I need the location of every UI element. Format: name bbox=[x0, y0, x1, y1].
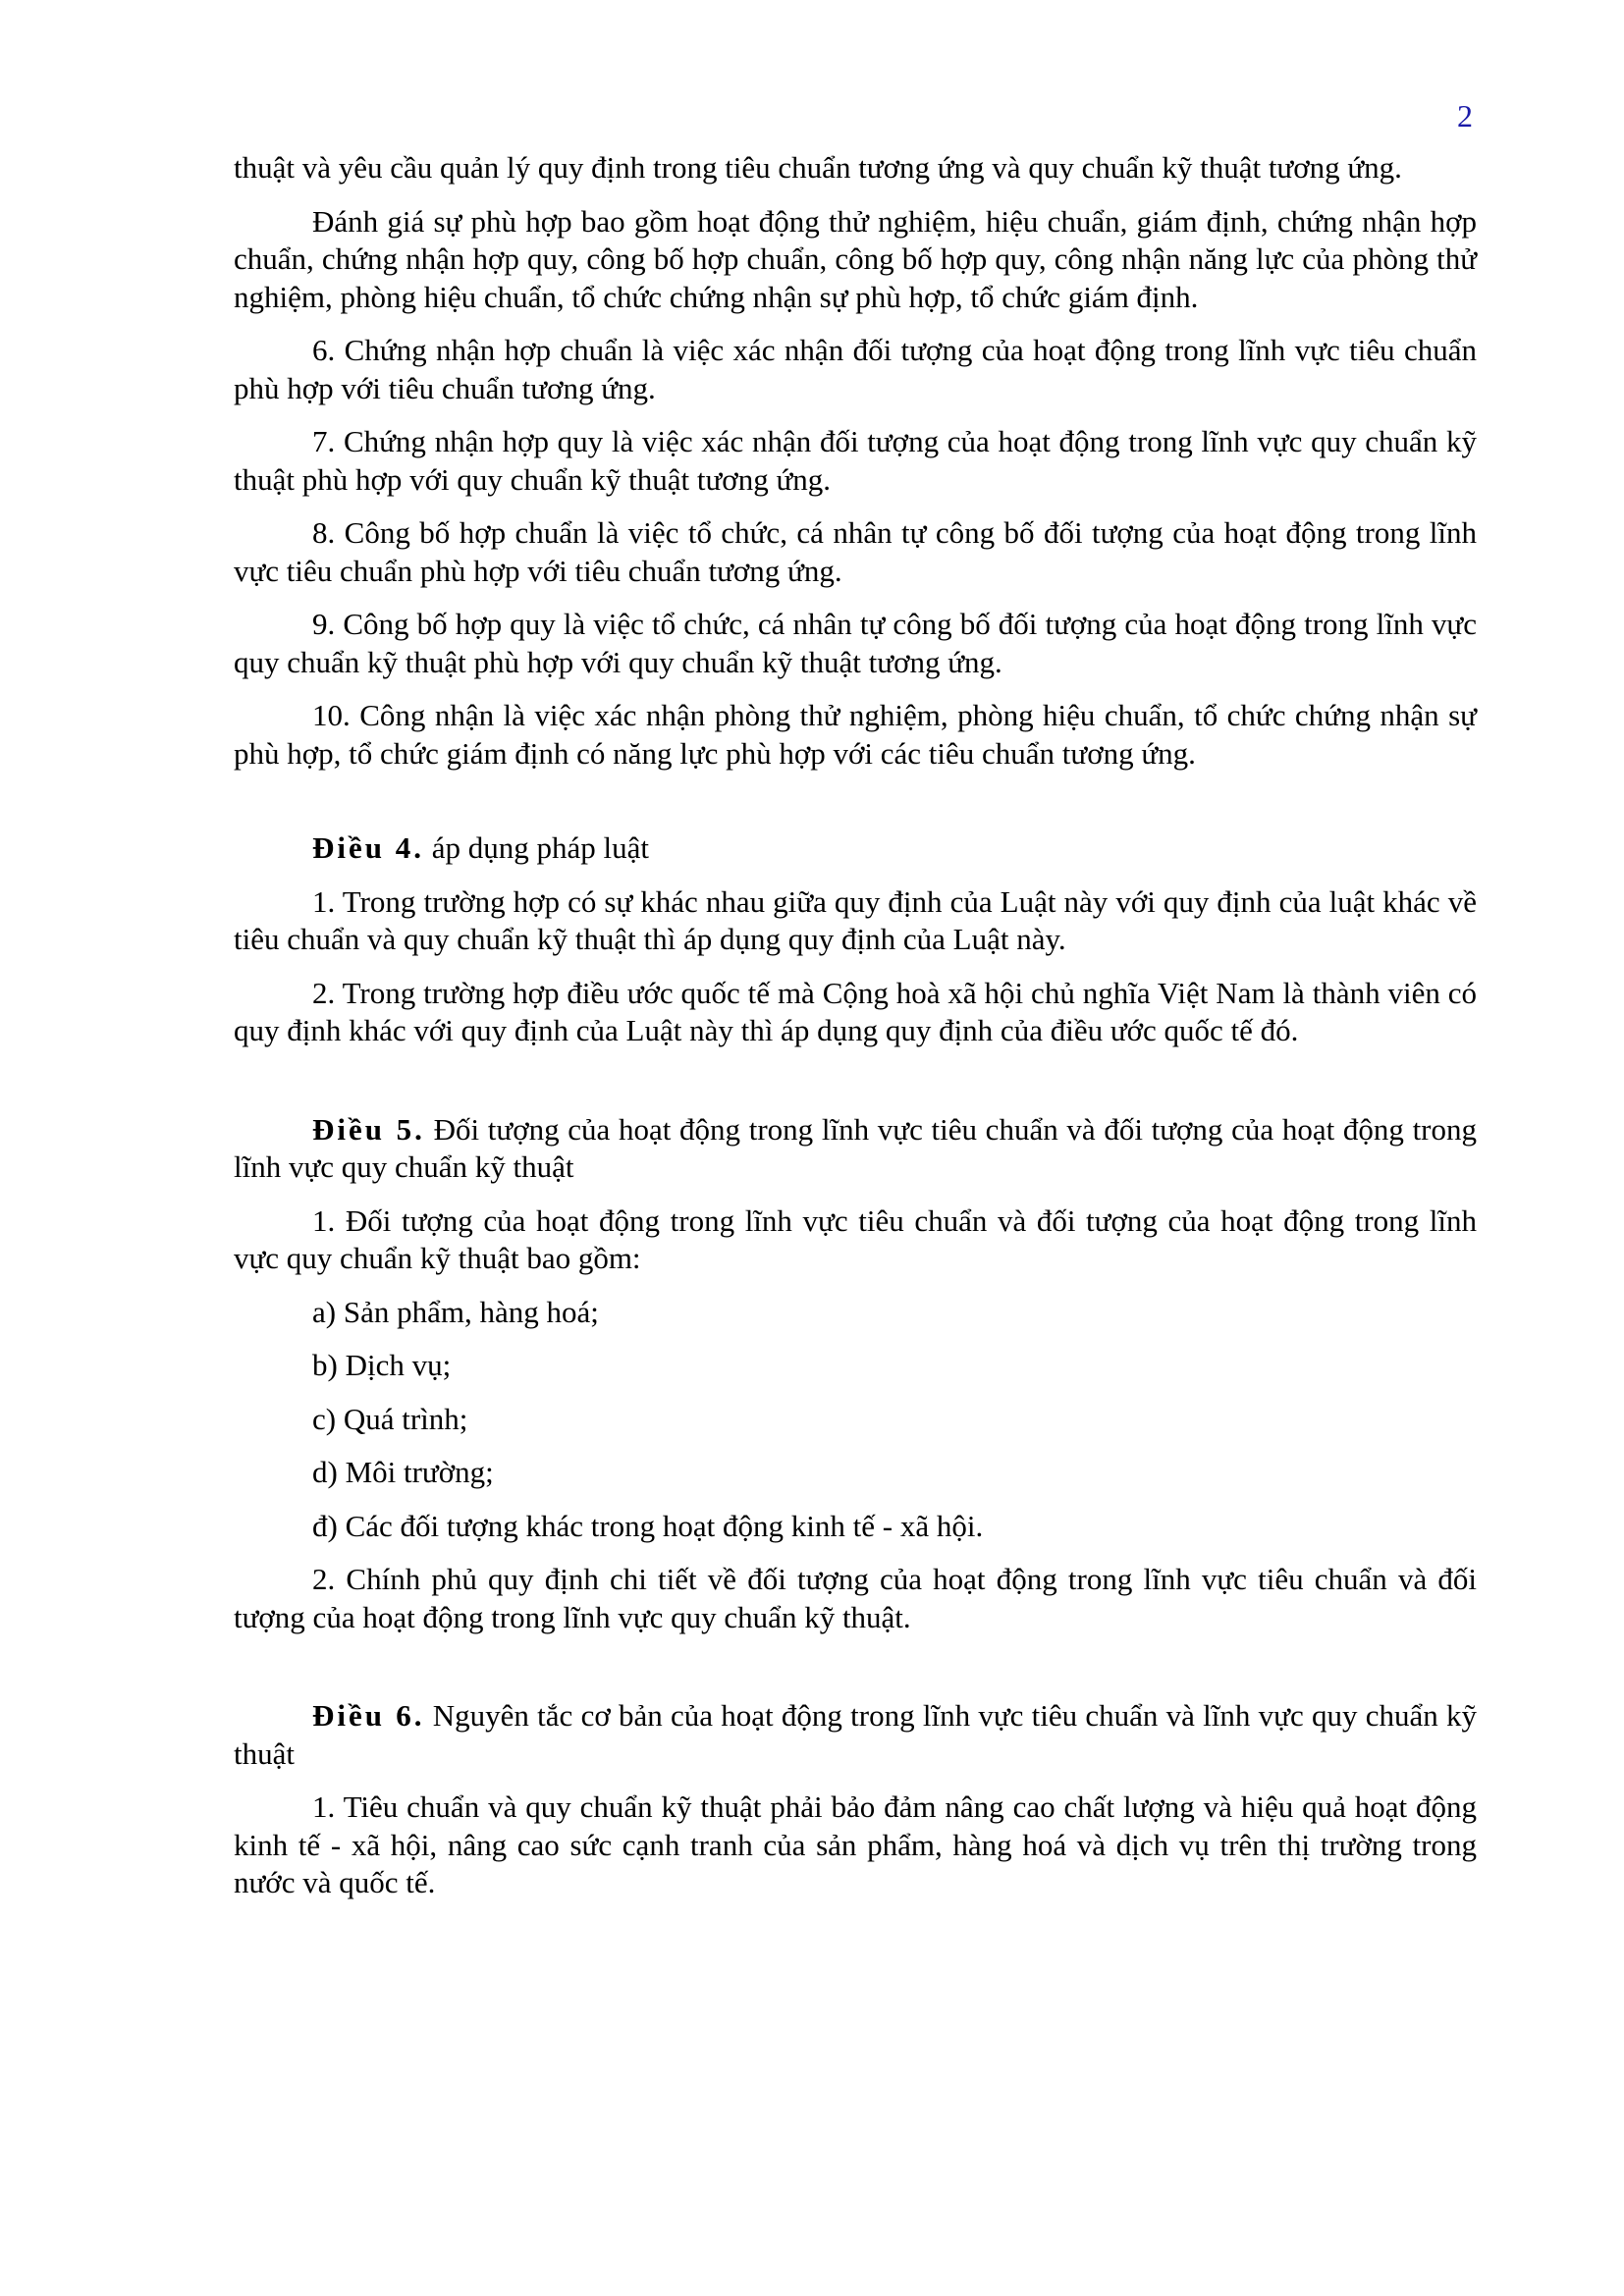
article-title: Đối tượng của hoạt động trong lĩnh vực tiêu chuẩn và đối tượng của hoạt động trong lĩnh vực quy chuẩn kỹ thuật bbox=[234, 1111, 1478, 1184]
article-label: Điều 5. bbox=[312, 1111, 425, 1147]
clause-6: 6. Chứng nhận hợp chuẩn là việc xác nhận đối tượng của hoạt động trong lĩnh vực tiêu chuẩn phù hợp với tiêu chuẩn tương ứng. bbox=[234, 333, 1477, 405]
clause-10: 10. Công nhận là việc xác nhận phòng thử nghiệm, phòng hiệu chuẩn, tổ chức chứng nhận sự phù hợp, tổ chức giám định có năng lực phù hợp với các tiêu chuẩn tương ứng. bbox=[234, 698, 1477, 771]
paragraph: Đánh giá sự phù hợp bao gồm hoạt động thử nghiệm, hiệu chuẩn, giám định, chứng nhận hợp chuẩn, chứng nhận hợp quy, công bố hợp chuẩn, công bố hợp quy, công nhận năng lực của phòng thử nghiệm, phòng hiệu chuẩn, tổ chức chứng nhận sự phù hợp, tổ chức giám định. bbox=[234, 203, 1477, 314]
clause-7: 7. Chứng nhận hợp quy là việc xác nhận đối tượng của hoạt động trong lĩnh vực quy chuẩn kỹ thuật phù hợp với quy chuẩn kỹ thuật tương ứng. bbox=[234, 424, 1477, 497]
article-5-clause-2: 2. Chính phủ quy định chi tiết về đối tượng của hoạt động trong lĩnh vực tiêu chuẩn và đối tượng của hoạt động trong lĩnh vực quy chuẩn kỹ thuật. bbox=[234, 1562, 1477, 1634]
page-number: 2 bbox=[1457, 98, 1473, 133]
article-4-heading bbox=[234, 829, 1477, 868]
clause-8: 8. Công bố hợp chuẩn là việc tổ chức, cá nhân tự công bố đối tượng của hoạt động trong lĩnh vực tiêu chuẩn phù hợp với tiêu chuẩn tương ứng. bbox=[234, 515, 1477, 588]
paragraph: thuật và yêu cầu quản lý quy định trong tiêu chuẩn tương ứng và quy chuẩn kỹ thuật tương ứng. bbox=[234, 150, 1402, 185]
list-item: a) Sản phẩm, hàng hoá; bbox=[312, 1294, 599, 1329]
article-label: Điều 6. bbox=[312, 1698, 425, 1733]
article-4-clause-1: 1. Trong trường hợp có sự khác nhau giữa quy định của Luật này với quy định của luật khác về tiêu chuẩn và quy chuẩn kỹ thuật thì áp dụng quy định của Luật này. bbox=[234, 883, 1477, 956]
clause-9: 9. Công bố hợp quy là việc tổ chức, cá nhân tự công bố đối tượng của hoạt động trong lĩnh vực quy chuẩn kỹ thuật phù hợp với quy chuẩn kỹ thuật tương ứng. bbox=[234, 607, 1477, 679]
article-6-heading bbox=[234, 1697, 1477, 1773]
article-label: Điều 4. bbox=[312, 830, 424, 865]
article-title: Nguyên tắc cơ bản của hoạt động trong lĩnh vực tiêu chuẩn và lĩnh vực quy chuẩn kỹ thuật bbox=[234, 1698, 1478, 1771]
list-item: b) Dịch vụ; bbox=[312, 1348, 452, 1382]
article-4-clause-2: 2. Trong trường hợp điều ước quốc tế mà Cộng hoà xã hội chủ nghĩa Việt Nam là thành viên có quy định khác với quy định của Luật này thì áp dụng quy định của điều ước quốc tế đó. bbox=[234, 975, 1477, 1047]
article-5-heading bbox=[234, 1111, 1477, 1187]
article-6-clause-1: 1. Tiêu chuẩn và quy chuẩn kỹ thuật phải bảo đảm nâng cao chất lượng và hiệu quả hoạt động kinh tế - xã hội, nâng cao sức cạnh tranh của sản phẩm, hàng hoá và dịch vụ trên thị trường trong nước và quốc tế. bbox=[234, 1789, 1477, 1899]
document-body bbox=[234, 149, 1477, 1902]
list-item: c) Quá trình; bbox=[312, 1401, 468, 1436]
article-5-clause-1: 1. Đối tượng của hoạt động trong lĩnh vực tiêu chuẩn và đối tượng của hoạt động trong lĩnh vực quy chuẩn kỹ thuật bao gồm: bbox=[234, 1202, 1477, 1275]
article-title: áp dụng pháp luật bbox=[431, 830, 650, 865]
list-item: đ) Các đối tượng khác trong hoạt động kinh tế - xã hội. bbox=[312, 1508, 984, 1543]
list-item: d) Môi trường; bbox=[312, 1455, 494, 1489]
